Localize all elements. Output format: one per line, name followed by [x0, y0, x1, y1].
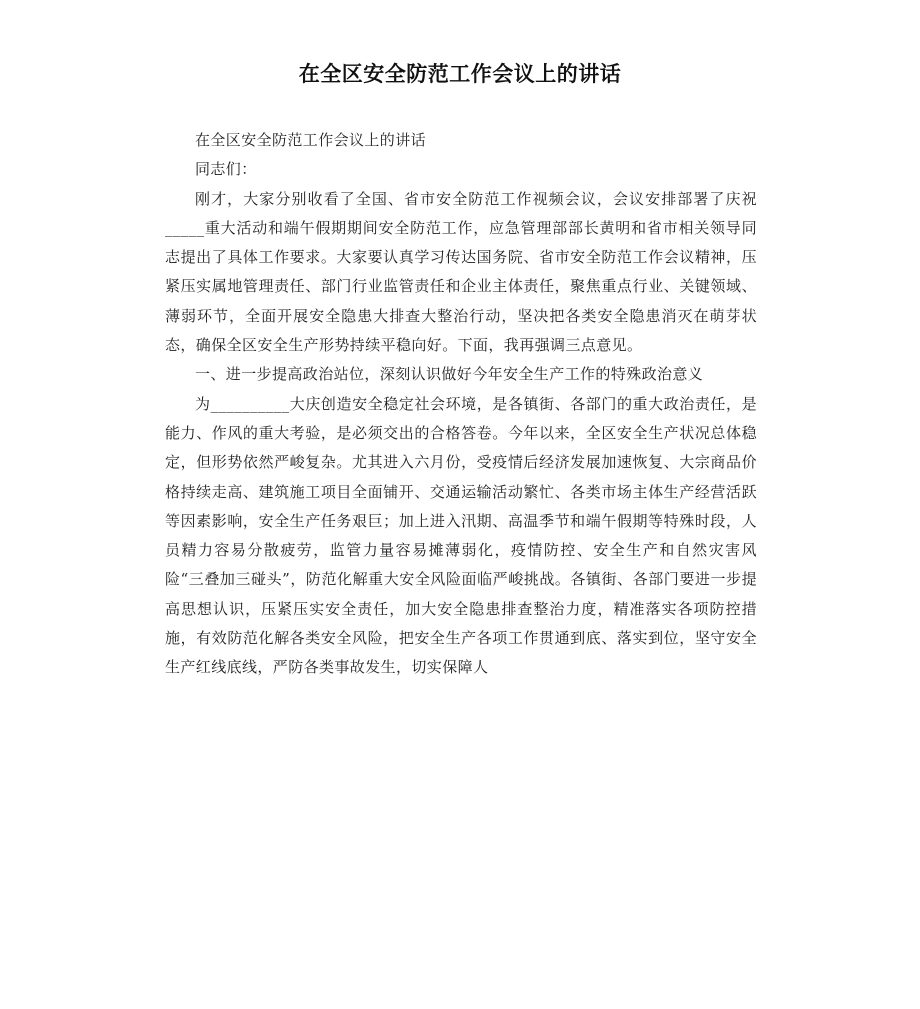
salutation: 同志们：	[195, 160, 257, 179]
section-one-paragraph: 为__________大庆创造安全稳定社会环境，是各镇街、各部门的重大政治责任，是能力、作风的重大考验，是必须交出的合格答卷。今年以来，全区安全生产状况总体稳定，但形势依然严峻复杂。尤其进入六月份，受疫情后经济发展加速恢复、大宗商品价格持续走高、建筑施工项目全面铺开、交通运输活动繁忙、各类市场主体生产经营活跃等因素影响，安全生产任务艰巨；加上进入汛期、高温季节和端午假期等特殊时段，人员精力容易分散疲劳，监管力量容易摊薄弱化，疫情防控、安全生产和自然灾害风险“三叠加三碰头”，防范化解重大安全风险面临严峻挑战。各镇街、各部门要进一步提高思想认识，压紧压实安全责任，加大安全隐患排查整治力度，精准落实各项防控措施，有效防范化解各类安全风险，把安全生产各项工作贯通到底、落实到位，坚守安全生产红线底线，严防各类事故发生，切实保障人	[165, 394, 757, 677]
document-title: 在全区安全防范工作会议上的讲话	[298, 62, 622, 86]
document-body	[165, 126, 757, 683]
section-heading-one: 一、进一步提高政治站位，深刻认识做好今年安全生产工作的特殊政治意义	[195, 365, 704, 384]
speech-heading: 在全区安全防范工作会议上的讲话	[195, 131, 427, 149]
intro-paragraph: 刚才，大家分别收看了全国、省市安全防范工作视频会议，会议安排部署了庆祝_____重大活动和端午假期期间安全防范工作，应急管理部部长黄明和省市相关领导同志提出了具体工作要求。大家要认真学习传达国务院、省市安全防范工作会议精神，压紧压实属地管理责任、部门行业监管责任和企业主体责任，聚焦重点行业、关键领域、薄弱环节，全面开展安全隐患大排查大整治行动，坚决把各类安全隐患消灭在萌芽状态，确保全区安全生产形势持续平稳向好。下面，我再强调三点意见。	[165, 189, 757, 355]
